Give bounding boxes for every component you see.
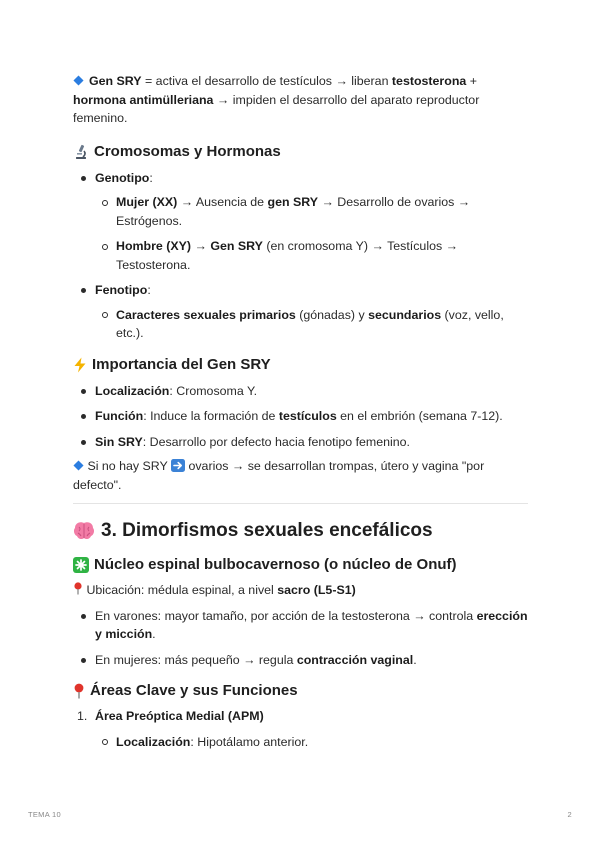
areas-list xyxy=(73,707,528,751)
onuf-ubicacion: Ubicación: médula espinal, a nivel sacro (L5-S1) xyxy=(73,581,528,600)
list-item: Fenotipo: Caracteres sexuales primarios (gónadas) y secundarios (voz, vello, etc.). xyxy=(73,281,528,343)
list-item: En varones: mayor tamaño, por acción de la testosterona → controla erección y micción. xyxy=(73,607,528,644)
footer-left: TEMA 10 xyxy=(28,810,61,819)
onuf-heading: Núcleo espinal bulbocavernoso (o núcleo de Onuf) xyxy=(73,555,528,575)
brain-icon xyxy=(73,521,95,541)
page-content xyxy=(73,70,528,751)
right-arrow-box-icon xyxy=(171,459,185,472)
importancia-heading: Importancia del Gen SRY xyxy=(73,355,528,375)
microscope-icon xyxy=(73,144,89,160)
importancia-list xyxy=(73,382,528,452)
list-item: Localización: Hipotálamo anterior. xyxy=(73,733,528,752)
list-item: Hombre (XY) → Gen SRY (en cromosoma Y) → Testículos → Testosterona. xyxy=(73,237,528,274)
onuf-list xyxy=(73,607,528,670)
section-divider xyxy=(73,503,528,504)
lightning-icon xyxy=(73,357,87,373)
list-item: 1. Área Preóptica Medial (APM) Localización: Hipotálamo anterior. xyxy=(73,707,528,751)
list-item: Sin SRY: Desarrollo por defecto hacia fenotipo femenino. xyxy=(73,433,528,452)
red-pin-icon xyxy=(73,683,85,699)
list-item: Localización: Cromosoma Y. xyxy=(73,382,528,401)
red-pin-icon xyxy=(73,582,83,595)
blue-diamond-icon xyxy=(73,460,84,471)
list-item: Genotipo: Mujer (XX) → Ausencia de gen SRY → Desarrollo de ovarios → Estrógenos. Hombre (XY) → Gen SRY (en cromosoma Y) → Testículos → Testosterona. xyxy=(73,169,528,275)
green-star-box-icon xyxy=(73,557,89,573)
list-item: Caracteres sexuales primarios (gónadas) y secundarios (voz, vello, etc.). xyxy=(73,306,528,343)
section-3-heading: 3. Dimorfismos sexuales encefálicos xyxy=(73,518,528,544)
list-item: Función: Induce la formación de testículos en el embrión (semana 7-12). xyxy=(73,407,528,426)
intro-paragraph: Gen SRY = activa el desarrollo de testículos → liberan testosterona + hormona antimülleriana → impiden el desarrollo del aparato reproductor femenino. xyxy=(73,74,480,125)
areas-heading: Áreas Clave y sus Funciones xyxy=(73,681,528,701)
cromosomas-heading: Cromosomas y Hormonas xyxy=(73,142,528,162)
cromosomas-list xyxy=(73,169,528,343)
list-item: En mujeres: más pequeño → regula contracción vaginal. xyxy=(73,651,528,670)
sry-note: Si no hay SRY ovarios → se desarrollan trompas, útero y vagina "por defecto". xyxy=(73,459,485,492)
footer-page-number: 2 xyxy=(567,810,572,819)
blue-diamond-icon xyxy=(73,75,84,86)
list-item: Mujer (XX) → Ausencia de gen SRY → Desarrollo de ovarios → Estrógenos. xyxy=(73,193,528,230)
